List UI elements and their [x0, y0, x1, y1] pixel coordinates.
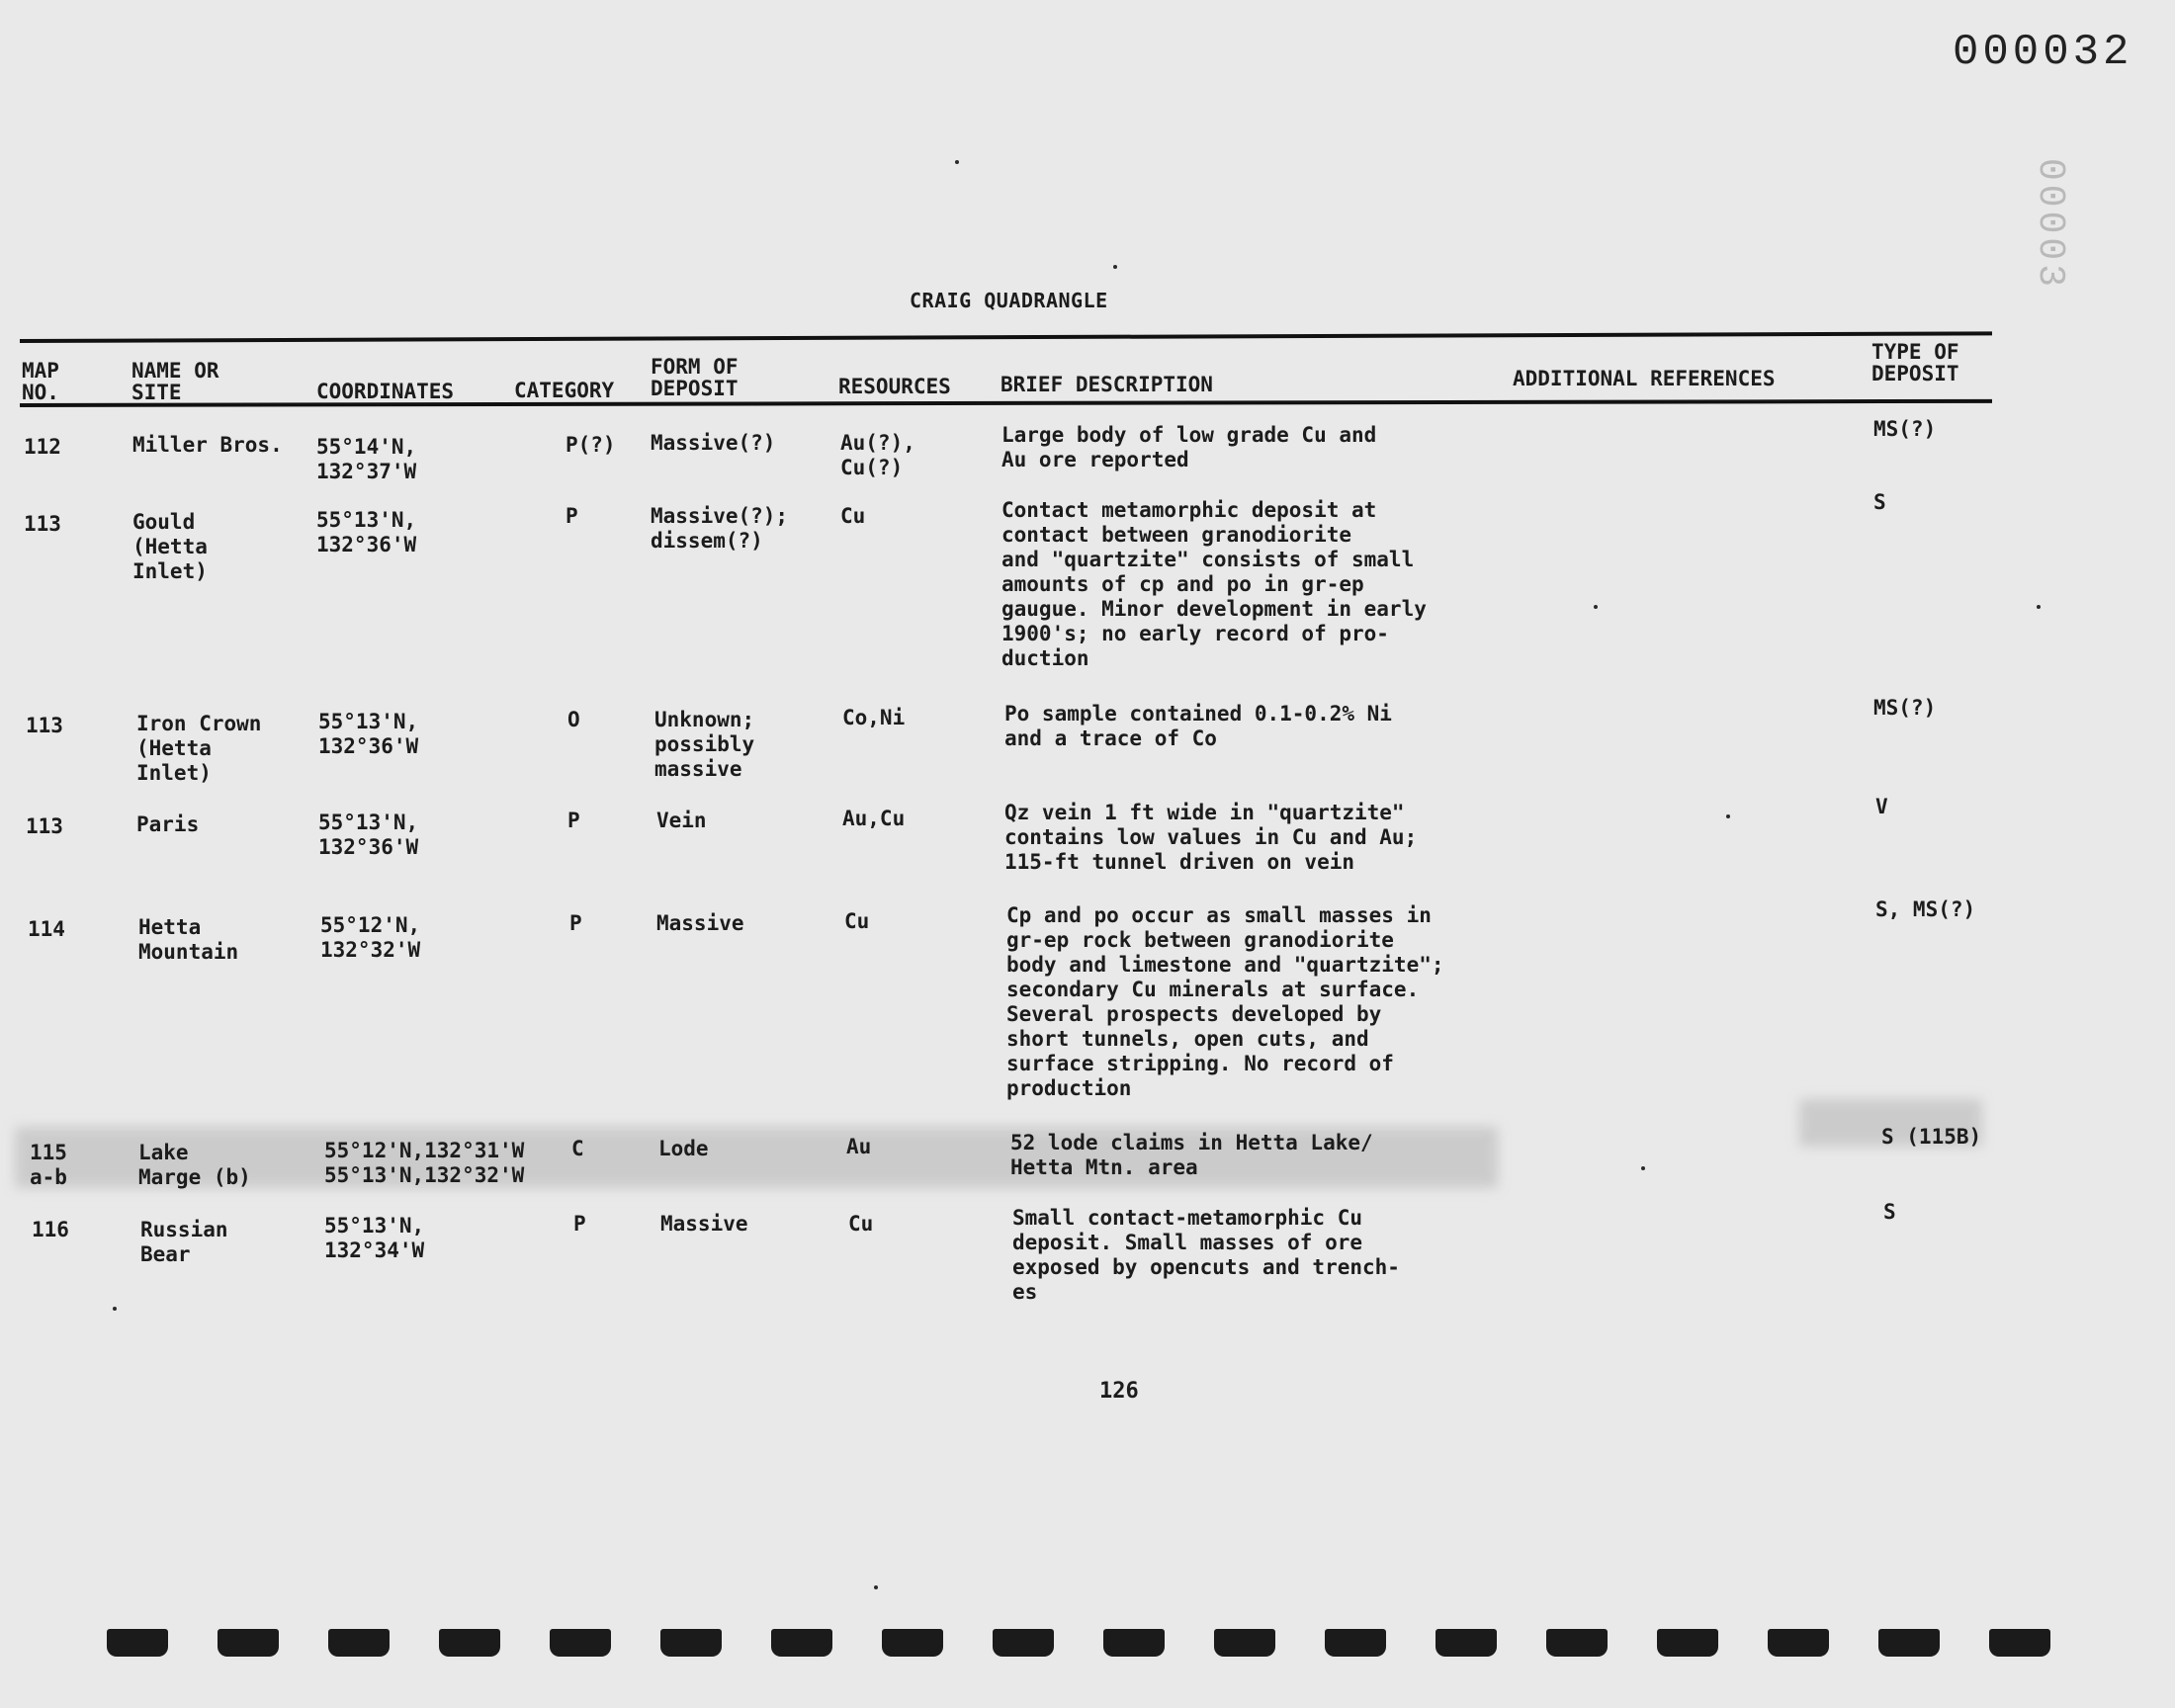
- row-3-form: Unknown; possibly massive: [654, 708, 755, 781]
- row-5-site: Hetta Mountain: [138, 915, 239, 964]
- scan-speck: [1113, 265, 1117, 269]
- scan-speck: [113, 1307, 117, 1311]
- row-6-coordinates: 55°12'N,132°31'W 55°13'N,132°32'W: [324, 1139, 525, 1187]
- page-title: CRAIG QUADRANGLE: [910, 289, 1108, 312]
- row-5-form: Massive: [656, 911, 744, 935]
- feed-hole-mark: [1325, 1629, 1386, 1657]
- row-2-map-no: 113: [24, 512, 61, 536]
- row-6-resources: Au: [846, 1135, 872, 1158]
- row-2-type: S: [1873, 490, 1886, 514]
- feed-hole-mark: [1657, 1629, 1718, 1657]
- column-header-map-no: MAP NO.: [22, 359, 59, 404]
- row-6-form: Lode: [658, 1137, 709, 1160]
- row-6-description: 52 lode claims in Hetta Lake/ Hetta Mtn. area: [1010, 1131, 1373, 1179]
- feed-hole-mark: [993, 1629, 1054, 1657]
- feed-hole-mark: [882, 1629, 943, 1657]
- scan-speck: [1641, 1166, 1645, 1170]
- feed-hole-mark: [660, 1629, 722, 1657]
- row-6-category: C: [571, 1137, 584, 1160]
- row-6-type: S (115B): [1881, 1125, 1982, 1149]
- row-1-description: Large body of low grade Cu and Au ore reported: [1001, 423, 1377, 471]
- row-3-map-no: 113: [26, 714, 63, 737]
- row-2-coordinates: 55°13'N, 132°36'W: [316, 508, 417, 556]
- column-header-form: FORM OF DEPOSIT: [651, 355, 739, 400]
- page-id-bleed-through: 00003: [2029, 158, 2071, 292]
- row-2-site: Gould (Hetta Inlet): [132, 510, 208, 583]
- column-header-references: ADDITIONAL REFERENCES: [1513, 367, 1776, 390]
- column-header-category: CATEGORY: [514, 379, 615, 402]
- page-id-stamp: 000032: [1953, 28, 2133, 77]
- feed-hole-mark: [550, 1629, 611, 1657]
- column-header-type: TYPE OF DEPOSIT: [1871, 340, 1959, 385]
- row-3-coordinates: 55°13'N, 132°36'W: [318, 710, 419, 758]
- scan-speck: [1594, 605, 1598, 609]
- row-3-site: Iron Crown (Hetta Inlet): [136, 712, 262, 785]
- scan-speck: [2037, 605, 2041, 609]
- feed-hole-mark: [1436, 1629, 1497, 1657]
- row-3-category: O: [567, 708, 580, 731]
- scan-speck: [955, 160, 959, 164]
- feed-hole-mark: [1546, 1629, 1608, 1657]
- row-5-category: P: [569, 911, 582, 935]
- row-4-form: Vein: [656, 809, 707, 832]
- column-header-description: BRIEF DESCRIPTION: [1000, 373, 1213, 396]
- row-5-type: S, MS(?): [1875, 897, 1976, 921]
- feed-hole-mark: [1103, 1629, 1165, 1657]
- row-4-description: Qz vein 1 ft wide in "quartzite" contains low values in Cu and Au; 115-ft tunnel driven on vein: [1004, 801, 1418, 874]
- row-7-resources: Cu: [848, 1212, 874, 1236]
- feed-hole-mark: [439, 1629, 500, 1657]
- row-4-type: V: [1875, 795, 1888, 818]
- row-7-coordinates: 55°13'N, 132°34'W: [324, 1214, 425, 1262]
- row-2-form: Massive(?); dissem(?): [651, 504, 789, 553]
- page-number: 126: [1099, 1379, 1139, 1404]
- row-1-category: P(?): [566, 433, 616, 457]
- row-6-site: Lake Marge (b): [138, 1141, 251, 1189]
- row-5-coordinates: 55°12'N, 132°32'W: [320, 913, 421, 962]
- row-3-description: Po sample contained 0.1-0.2% Ni and a trace of Co: [1004, 702, 1392, 750]
- feed-hole-mark: [328, 1629, 390, 1657]
- scan-speck: [874, 1585, 878, 1589]
- row-4-coordinates: 55°13'N, 132°36'W: [318, 811, 419, 859]
- row-4-resources: Au,Cu: [842, 807, 906, 830]
- row-2-category: P: [566, 504, 578, 528]
- column-header-site: NAME OR SITE: [131, 359, 219, 404]
- row-7-category: P: [573, 1212, 586, 1236]
- row-7-site: Russian Bear: [140, 1218, 228, 1266]
- feed-hole-mark: [771, 1629, 832, 1657]
- row-5-description: Cp and po occur as small masses in gr-ep rock between granodiorite body and limestone and "quartzite"; secondary Cu minerals at surface. Several prospects developed by short tunnels, open cuts, and surface stripping. No record of production: [1006, 903, 1444, 1100]
- row-4-map-no: 113: [26, 814, 63, 838]
- feed-hole-mark: [107, 1629, 168, 1657]
- row-1-resources: Au(?), Cu(?): [840, 431, 915, 479]
- row-1-form: Massive(?): [651, 431, 776, 455]
- feed-hole-mark: [1214, 1629, 1275, 1657]
- row-4-category: P: [567, 809, 580, 832]
- header-top-rule: [20, 331, 1992, 343]
- column-header-coordinates: COORDINATES: [316, 380, 455, 403]
- row-7-form: Massive: [660, 1212, 748, 1236]
- row-7-map-no: 116: [32, 1218, 69, 1241]
- feed-hole-mark: [218, 1629, 279, 1657]
- row-5-resources: Cu: [844, 909, 870, 933]
- row-6-map-no: 115 a-b: [30, 1141, 67, 1189]
- row-3-resources: Co,Ni: [842, 706, 906, 729]
- feed-hole-mark: [1768, 1629, 1829, 1657]
- row-5-map-no: 114: [28, 917, 65, 941]
- column-header-resources: RESOURCES: [838, 375, 951, 398]
- row-3-type: MS(?): [1873, 696, 1937, 720]
- feed-hole-mark: [1878, 1629, 1940, 1657]
- row-2-description: Contact metamorphic deposit at contact between granodiorite and "quartzite" consists of small amounts of cp and po in gr-ep gaugue. Minor development in early 1900's; no early record of pro- duction: [1001, 498, 1427, 670]
- row-1-site: Miller Bros.: [132, 433, 283, 457]
- row-7-type: S: [1883, 1200, 1896, 1224]
- row-7-description: Small contact-metamorphic Cu deposit. Small masses of ore exposed by opencuts and trench- es: [1012, 1206, 1400, 1304]
- scan-speck: [1726, 814, 1730, 818]
- row-2-resources: Cu: [840, 504, 866, 528]
- row-1-coordinates: 55°14'N, 132°37'W: [316, 435, 417, 483]
- row-1-type: MS(?): [1873, 417, 1937, 441]
- row-4-site: Paris: [136, 812, 200, 836]
- row-1-map-no: 112: [24, 435, 61, 459]
- feed-hole-mark: [1989, 1629, 2050, 1657]
